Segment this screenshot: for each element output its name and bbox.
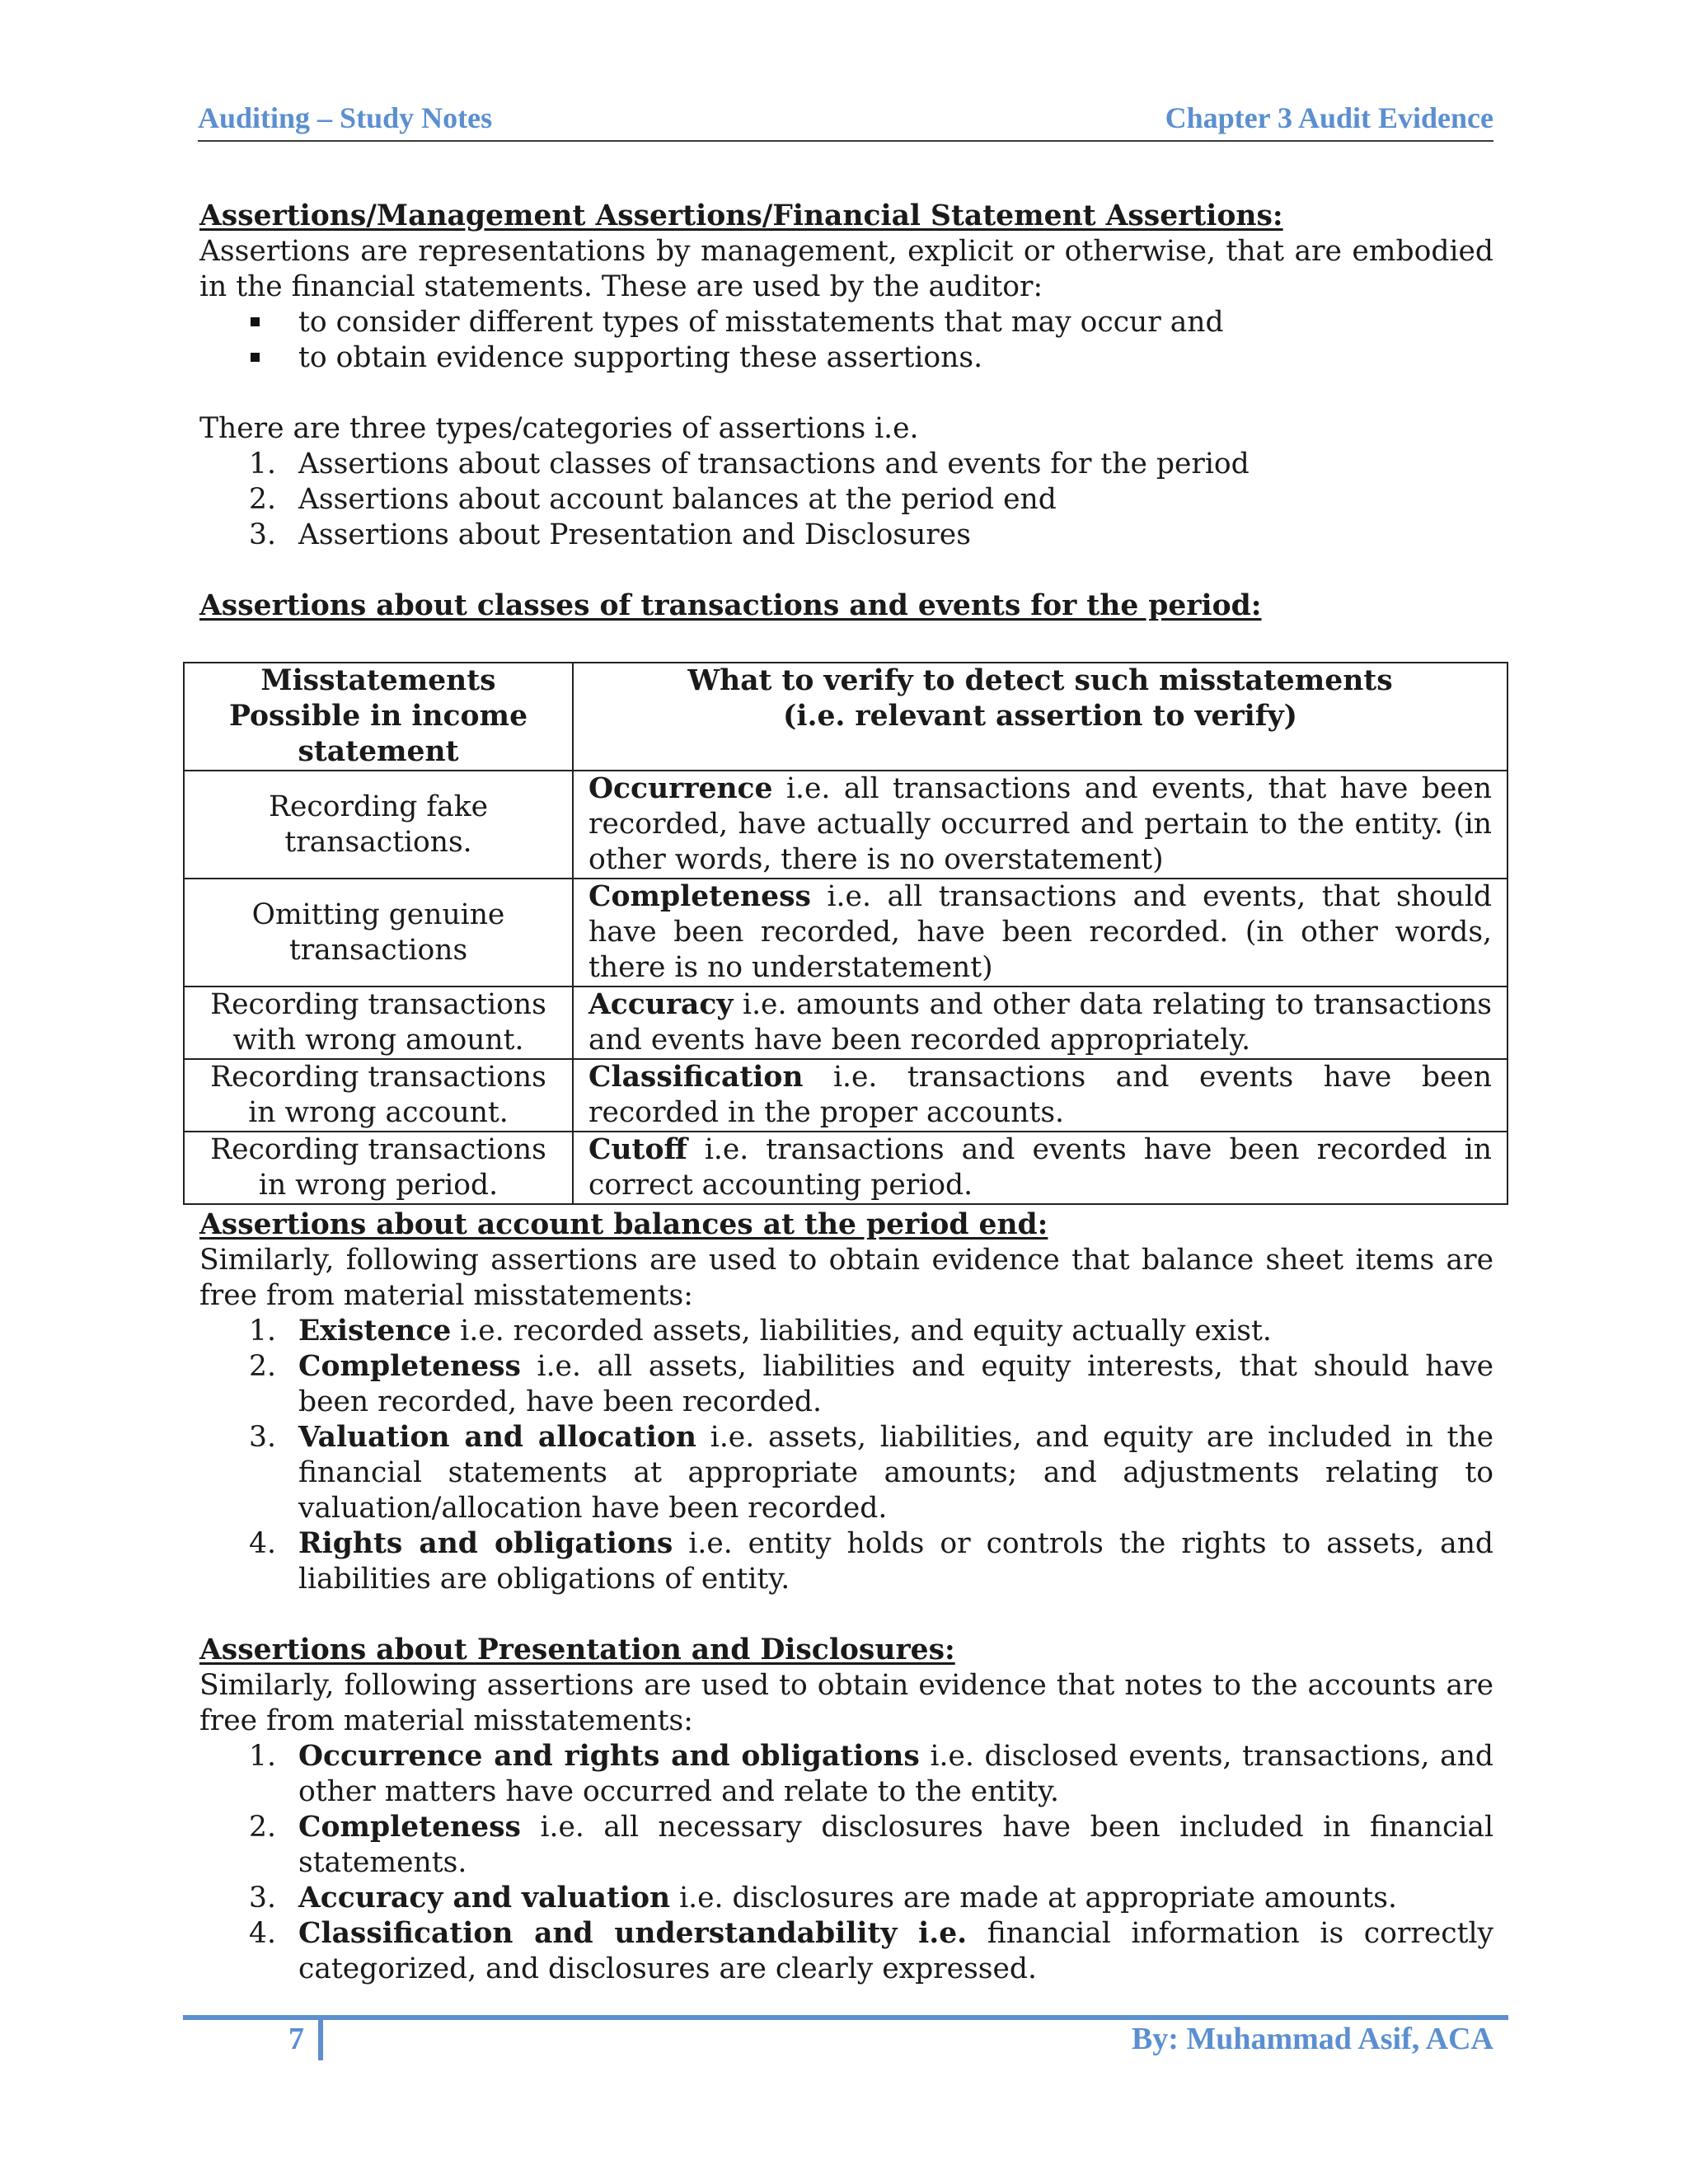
table-header-row [184, 663, 1507, 771]
balances-and-disclosures [199, 1207, 1493, 1987]
table-cell: Omitting genuine transactions [184, 879, 573, 987]
table-row [184, 1059, 1507, 1132]
page-header [198, 97, 1493, 142]
footer-divider [318, 2017, 323, 2060]
main-content [199, 199, 1493, 624]
section-heading-balances: Assertions about account balances at the period end: [199, 1208, 1048, 1241]
disclosures-assertions-list [199, 1739, 1493, 1987]
assertion-types-list [199, 447, 1493, 553]
table-cell: Recording fake transactions. [184, 771, 573, 879]
disclosures-intro: Similarly, following assertions are used to obtain evidence that notes to the accounts are free from material misstatements: [199, 1669, 1493, 1737]
list-item: to obtain evidence supporting these assertions. [298, 340, 1493, 376]
table-cell: Accuracy i.e. amounts and other data relating to transactions and events have been recorded appropriately. [573, 987, 1507, 1059]
list-item: 1. Occurrence and rights and obligations i.e. disclosed events, transactions, and other matters have occurred and relate to the entity. [249, 1740, 1494, 1808]
list-item: 4. Rights and obligations i.e. entity holds or controls the rights to assets, and liabilities are obligations of entity. [249, 1527, 1494, 1596]
table-row [184, 1132, 1507, 1204]
list-item: 3. Valuation and allocation i.e. assets, liabilities, and equity are included in the financial statements at appropriate amounts; and adjustments relating to valuation/allocation have been recorded. [249, 1421, 1494, 1525]
table-cell: Recording transactions in wrong period. [184, 1132, 573, 1204]
section-heading-assertions: Assertions/Management Assertions/Financial Statement Assertions: [199, 199, 1283, 232]
section-heading-transactions: Assertions about classes of transactions and events for the period: [199, 589, 1262, 622]
table-row [184, 771, 1507, 879]
list-item: to consider different types of misstatements that may occur and [298, 305, 1493, 340]
table-cell: Recording transactions in wrong account. [184, 1059, 573, 1132]
assertions-intro: Assertions are representations by management, explicit or otherwise, that are embodied in the financial statements. These are used by the auditor: [199, 235, 1493, 303]
table-row [184, 987, 1507, 1059]
list-item: 3. Assertions about Presentation and Disclosures [249, 518, 971, 551]
list-item: 4. Classification and understandability i.e. financial information is correctly categorized, and disclosures are clearly expressed. [249, 1917, 1493, 1985]
table-row [184, 879, 1507, 987]
section-heading-disclosures: Assertions about Presentation and Disclosures: [199, 1633, 955, 1666]
footer-rule [183, 2015, 1508, 2020]
table-cell: Classification i.e. transactions and events have been recorded in the proper accounts. [573, 1059, 1507, 1132]
header-chapter: Chapter 3 Audit Evidence [1165, 101, 1493, 134]
table-header-cell: What to verify to detect such misstatements (i.e. relevant assertion to verify) [573, 663, 1507, 771]
table-cell: Cutoff i.e. transactions and events have been recorded in correct accounting period. [573, 1132, 1507, 1204]
transactions-assertions-table [183, 662, 1508, 1205]
list-item: 1. Assertions about classes of transactions and events for the period [249, 448, 1250, 480]
list-item: 1. Existence i.e. recorded assets, liabilities, and equity actually exist. [249, 1315, 1272, 1347]
table-cell: Completeness i.e. all transactions and events, that should have been recorded, have been recorded. (in other words, there is no understatement) [573, 879, 1507, 987]
balances-assertions-list [199, 1314, 1493, 1597]
table-header-cell: Misstatements Possible in income statement [184, 663, 573, 771]
balances-intro: Similarly, following assertions are used to obtain evidence that balance sheet items are free from material misstatements: [199, 1244, 1493, 1312]
table-cell: Recording transactions with wrong amount. [184, 987, 573, 1059]
page-number: 7 [288, 2022, 304, 2056]
list-item: 2. Completeness i.e. all necessary disclosures have been included in financial statements. [249, 1811, 1493, 1879]
list-item: 3. Accuracy and valuation i.e. disclosures are made at appropriate amounts. [249, 1882, 1397, 1915]
list-item: 2. Completeness i.e. all assets, liabilities and equity interests, that should have been recorded, have been recorded. [249, 1350, 1493, 1418]
auditor-uses-list [199, 305, 1493, 376]
types-intro: There are three types/categories of assertions i.e. [199, 412, 919, 445]
list-item: 2. Assertions about account balances at the period end [249, 483, 1057, 516]
footer-author: By: Muhammad Asif, ACA [1131, 2022, 1493, 2056]
header-title: Auditing – Study Notes [198, 101, 493, 134]
table-cell: Occurrence i.e. all transactions and events, that have been recorded, have actually occurred and pertain to the entity. (in other words, there is no overstatement) [573, 771, 1507, 879]
